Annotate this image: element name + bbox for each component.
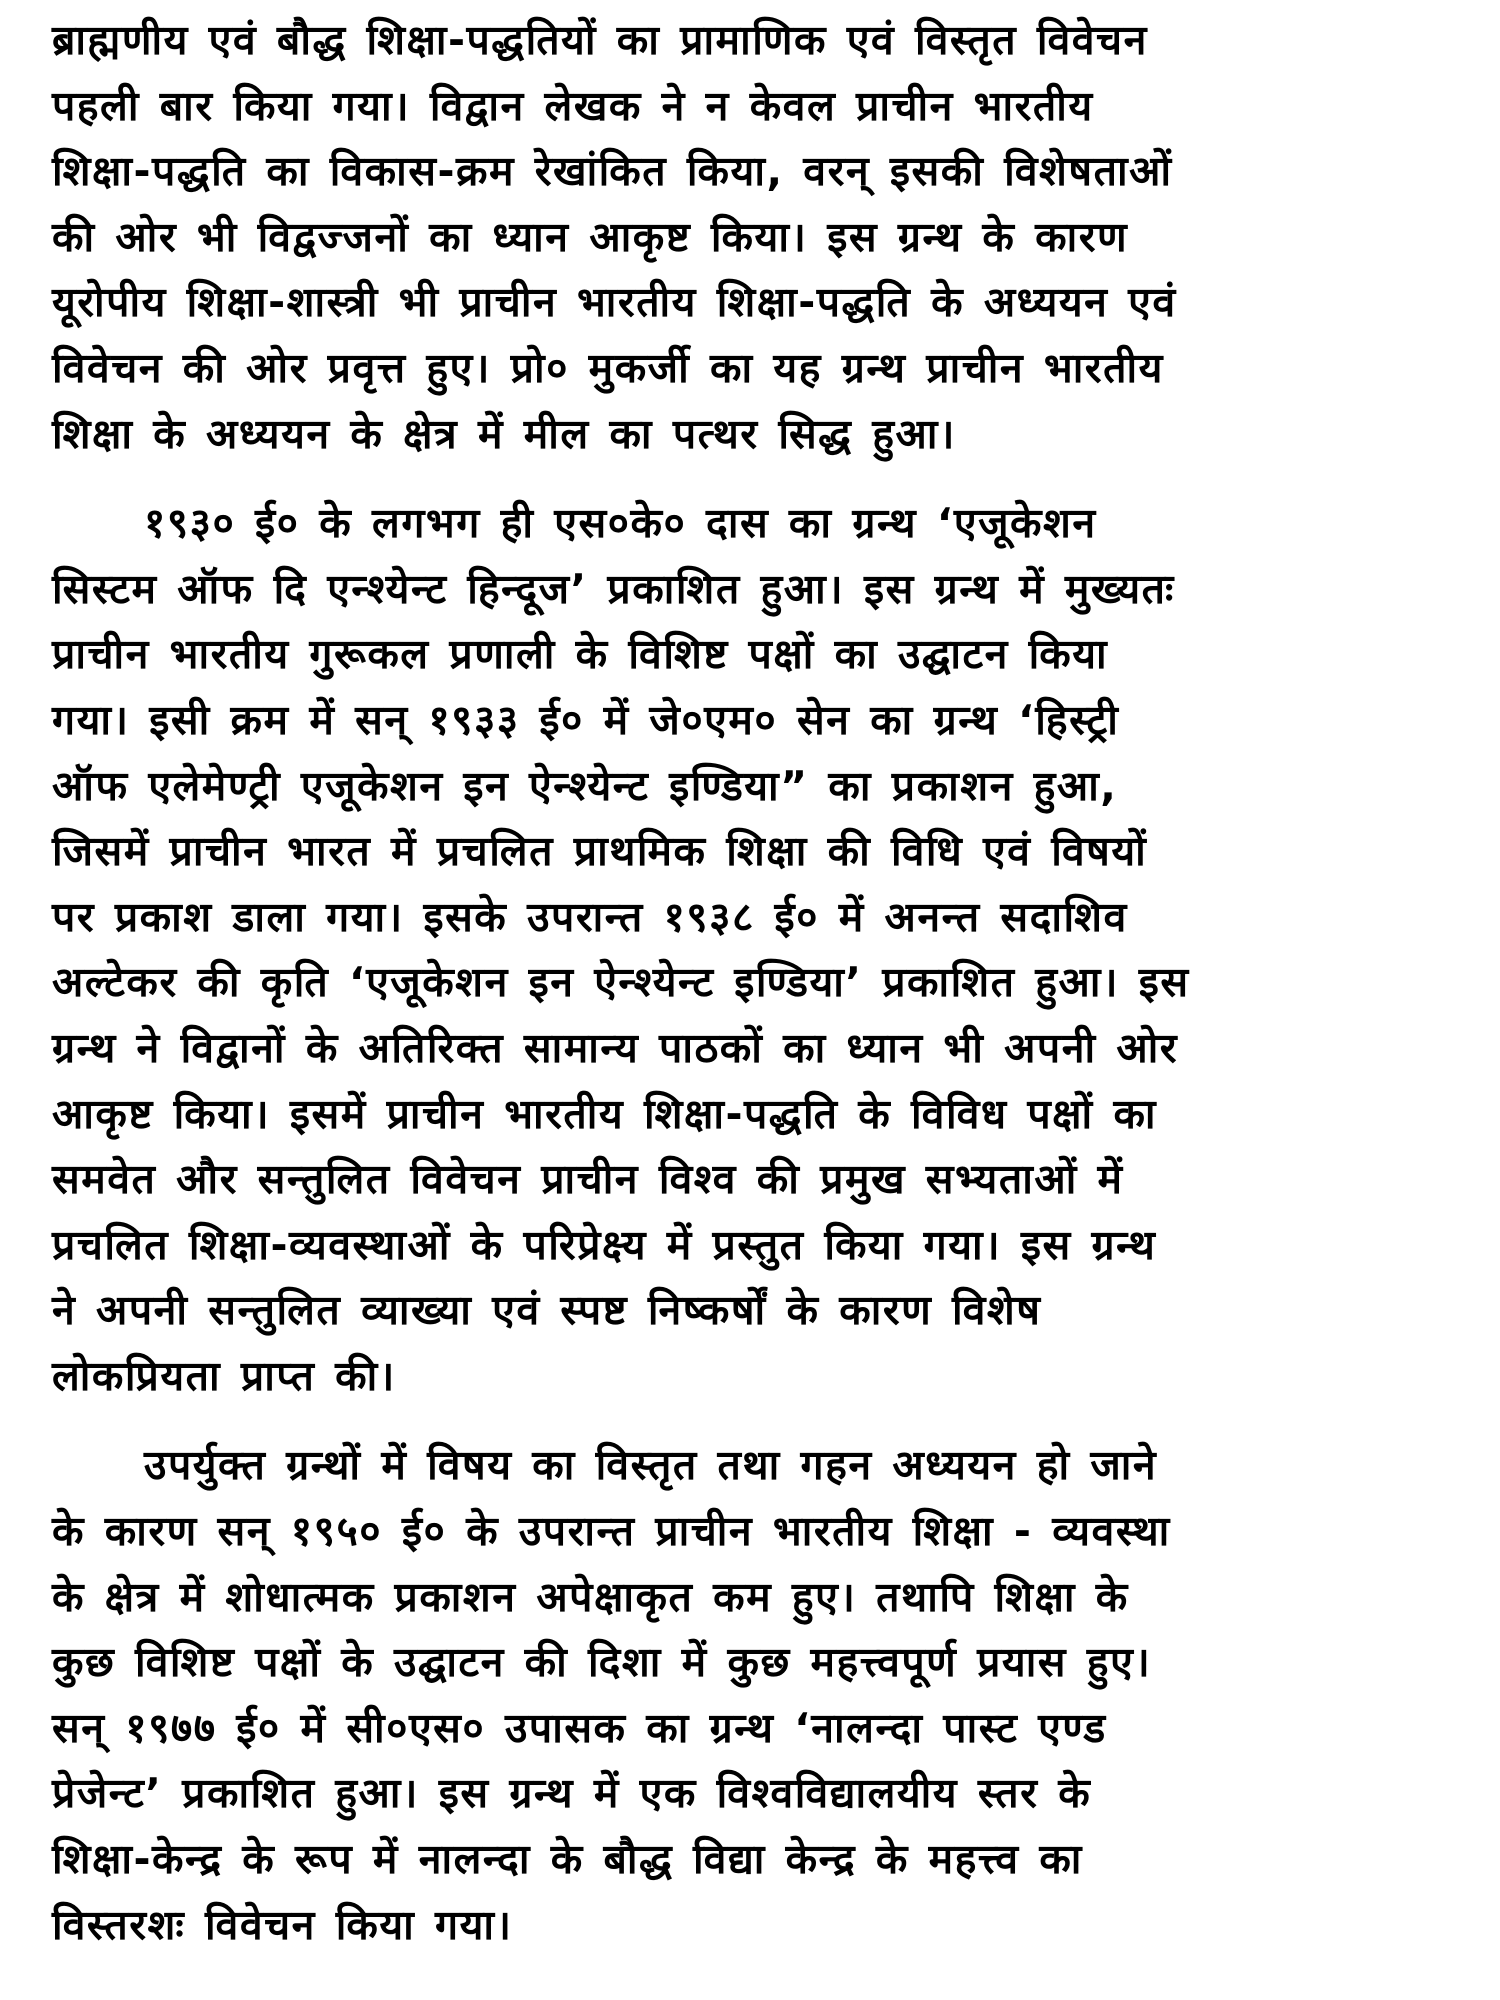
text-line: ग्रन्थ ने विद्वानों के अतिरिक्त सामान्य पाठकों का ध्यान भी अपनी ओर — [52, 1023, 1179, 1072]
text-line: ने अपनी सन्तुलित व्याख्या एवं स्पष्ट निष्कर्षों के कारण विशेष — [52, 1286, 1042, 1335]
text-line: उपर्युक्त ग्रन्थों में विषय का विस्तृत तथा गहन अध्ययन हो जाने — [144, 1441, 1158, 1490]
text-line: अल्टेकर की कृति ‘एजूकेशन इन ऐन्श्येन्ट इण्डिया’ प्रकाशित हुआ। इस — [52, 958, 1190, 1007]
text-line: कुछ विशिष्ट पक्षों के उद्घाटन की दिशा में कुछ महत्त्वपूर्ण प्रयास हुए। — [52, 1638, 1152, 1687]
paragraph-2 — [52, 491, 1470, 1409]
text-line: विवेचन की ओर प्रवृत्त हुए। प्रो० मुकर्जी का यह ग्रन्थ प्राचीन भारतीय — [52, 343, 1164, 392]
text-line: जिसमें प्राचीन भारत में प्रचलित प्राथमिक शिक्षा की विधि एवं विषयों — [52, 827, 1148, 876]
text-line: आकृष्ट किया। इसमें प्राचीन भारतीय शिक्षा-पद्धति के विविध पक्षों का — [52, 1089, 1158, 1138]
text-line: ऑफ एलेमेण्ट्री एजूकेशन इन ऐन्श्येन्ट इण्डिया” का प्रकाशन हुआ, — [52, 761, 1118, 810]
text-line: समवेत और सन्तुलित विवेचन प्राचीन विश्व की प्रमुख सभ्यताओं में — [52, 1155, 1124, 1204]
text-line: प्राचीन भारतीय गुरूकल प्रणाली के विशिष्ट पक्षों का उद्घाटन किया — [52, 630, 1109, 679]
text-line: प्रेजेन्ट’ प्रकाशित हुआ। इस ग्रन्थ में एक विश्वविद्यालयीय स्तर के — [52, 1769, 1092, 1818]
text-line: पर प्रकाश डाला गया। इसके उपरान्त १९३८ ई० में अनन्त सदाशिव — [52, 892, 1128, 941]
paragraph-3 — [52, 1433, 1470, 1958]
text-line: शिक्षा-पद्धति का विकास-क्रम रेखांकित किया, वरन् इसकी विशेषताओं — [52, 147, 1173, 196]
text-line: के क्षेत्र में शोधात्मक प्रकाशन अपेक्षाकृत कम हुए। तथापि शिक्षा के — [52, 1572, 1129, 1621]
text-line: गया। इसी क्रम में सन् १९३३ ई० में जे०एम० सेन का ग्रन्थ ‘हिस्ट्री — [52, 695, 1120, 744]
text-line: पहली बार किया गया। विद्वान लेखक ने न केवल प्राचीन भारतीय — [52, 81, 1094, 130]
text-line: १९३० ई० के लगभग ही एस०के० दास का ग्रन्थ ‘एजूकेशन — [144, 499, 1097, 548]
text-line: की ओर भी विद्वज्जनों का ध्यान आकृष्ट किया। इस ग्रन्थ के कारण — [52, 212, 1129, 261]
text-line: लोकप्रियता प्राप्त की। — [52, 1351, 396, 1400]
text-line: सिस्टम ऑफ दि एन्श्येन्ट हिन्दूज’ प्रकाशित हुआ। इस ग्रन्थ में मुख्यतः — [52, 564, 1175, 613]
text-line: शिक्षा के अध्ययन के क्षेत्र में मील का पत्थर सिद्ध हुआ। — [52, 409, 956, 458]
text-line: ब्राह्मणीय एवं बौद्ध शिक्षा-पद्धतियों का प्रामाणिक एवं विस्तृत विवेचन — [52, 16, 1148, 64]
text-line: यूरोपीय शिक्षा-शास्त्री भी प्राचीन भारतीय शिक्षा-पद्धति के अध्ययन एवं — [52, 278, 1177, 327]
text-line: शिक्षा-केन्द्र के रूप में नालन्दा के बौद्ध विद्या केन्द्र के महत्त्व का — [52, 1835, 1083, 1884]
text-line: के कारण सन् १९५० ई० के उपरान्त प्राचीन भारतीय शिक्षा - व्यवस्था — [52, 1507, 1171, 1556]
text-line: विस्तरशः विवेचन किया गया। — [52, 1900, 513, 1949]
text-line: प्रचलित शिक्षा-व्यवस्थाओं के परिप्रेक्ष्य में प्रस्तुत किया गया। इस ग्रन्थ — [52, 1220, 1157, 1269]
paragraph-1 — [52, 8, 1470, 467]
text-line: सन् १९७७ ई० में सी०एस० उपासक का ग्रन्थ ‘नालन्दा पास्ट एण्ड — [52, 1703, 1107, 1752]
